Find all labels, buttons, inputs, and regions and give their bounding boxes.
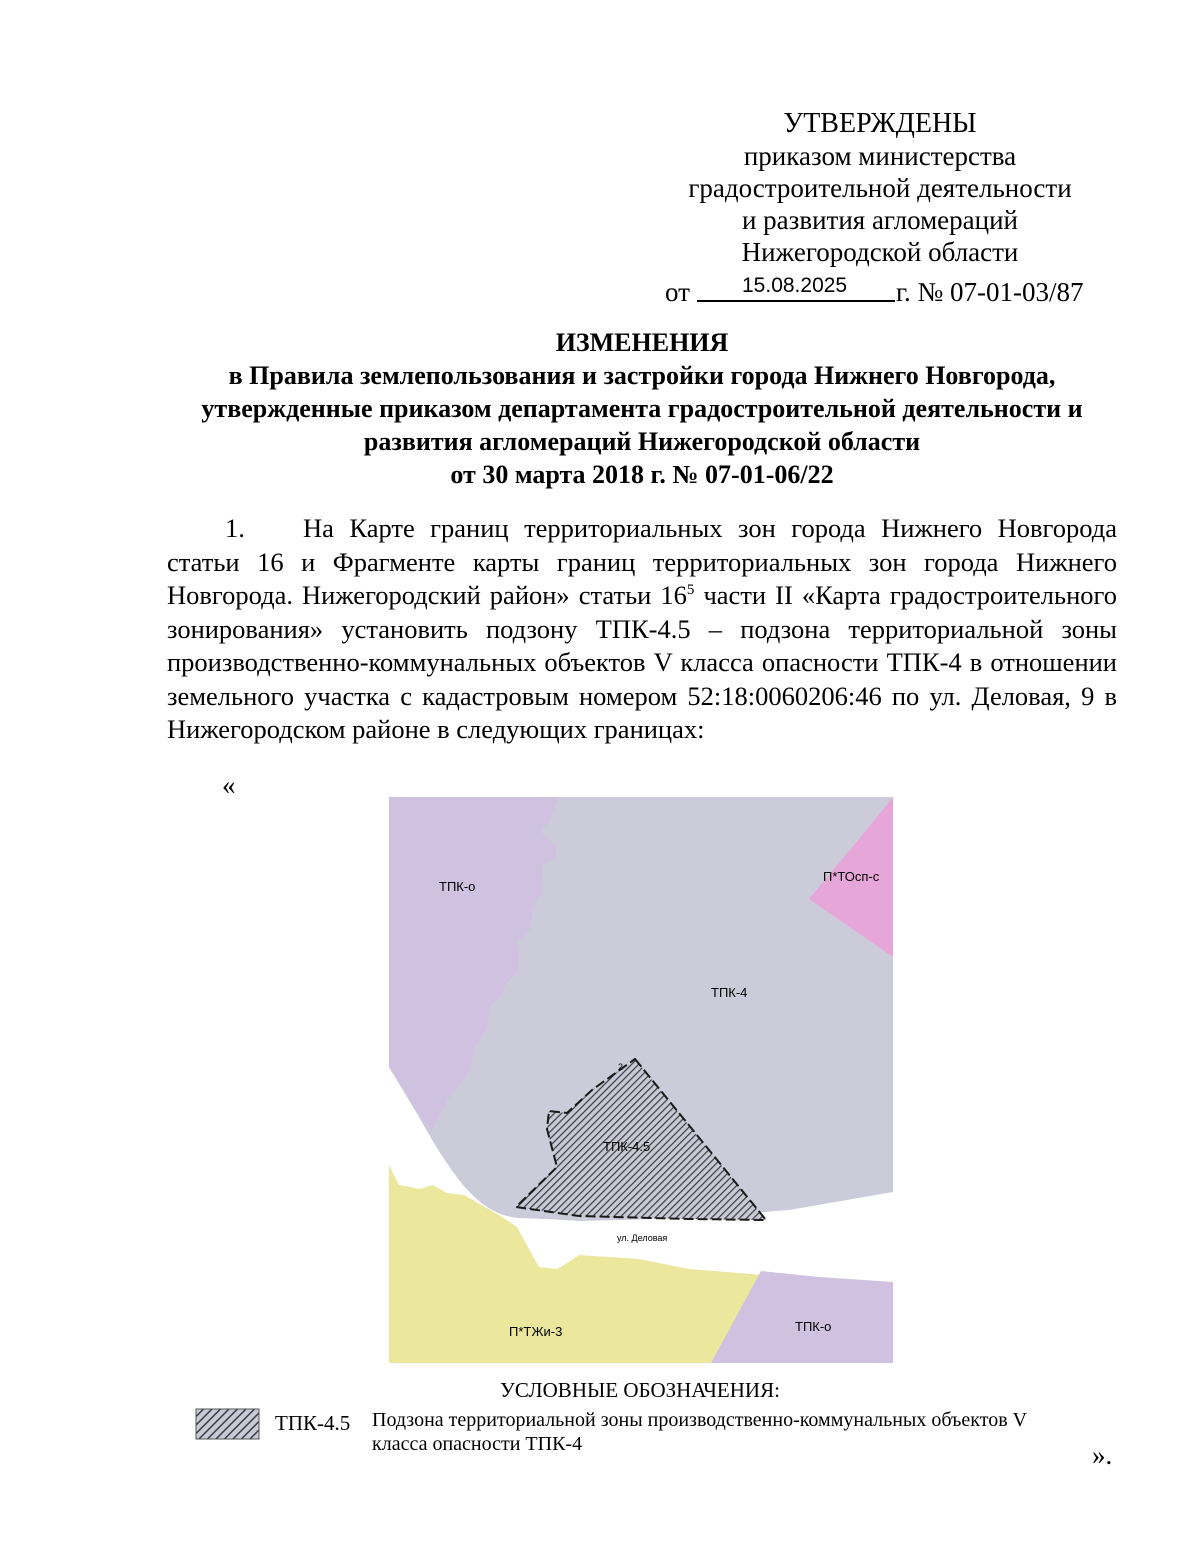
- heading-line: развития агломераций Нижегородской области: [363, 427, 921, 456]
- paragraph-text-part1: На Карте границ территориальных зон города Нижнего Новгорода статьи 16 и Фрагменте карты границ территориальных зон города Нижнего Новгорода. Нижегородский район» статьи 16: [167, 513, 1117, 610]
- superscript: 5: [686, 582, 695, 599]
- from-prefix: от: [665, 277, 690, 307]
- legend-title: УСЛОВНЫЕ ОБОЗНАЧЕНИЯ:: [500, 1378, 780, 1402]
- approval-line: Нижегородской области: [741, 237, 1019, 267]
- close-quote: ».: [1092, 1440, 1113, 1470]
- approval-block: [640, 108, 1120, 310]
- label-tpk-o-top: ТПК-о: [439, 879, 476, 894]
- legend-hatch-swatch: [195, 1408, 260, 1440]
- label-tpk-4-5: ТПК-4.5: [603, 1139, 651, 1154]
- paragraph-text-part2: части II «Карта градостроительного зонирования» установить подзону ТПК-4.5 – подзона территориальной зоны производственно-коммунальных объектов V класса опасности ТПК-4 в отношении земельного участка с кадастровым номером 52:18:0060206:46 по ул. Деловая, 9 в Нижегородском районе в следующих границах:: [167, 580, 1117, 744]
- paragraph-1: [167, 512, 1117, 747]
- label-tpk-o-bottom: ТПК-о: [795, 1319, 832, 1334]
- approval-date-line: [640, 270, 1120, 310]
- heading-line: утвержденные приказом департамента градостроительной деятельности и: [201, 394, 1083, 423]
- label-p-tosp-s: П*ТОсп-с: [823, 869, 880, 884]
- document-heading: [150, 326, 1134, 491]
- label-p-tzhi-3: П*ТЖи-3: [509, 1324, 563, 1339]
- approval-line: приказом министерства: [743, 141, 1017, 171]
- open-quote: «: [222, 770, 236, 800]
- label-point-2: 2: [618, 1062, 624, 1072]
- label-street: ул. Деловая: [617, 1233, 668, 1243]
- approval-number: г. № 07-01-03/87: [896, 277, 1084, 307]
- heading-line: в Правила землепользования и застройки города Нижнего Новгорода,: [228, 361, 1056, 390]
- legend-description: Подзона территориальной зоны производственно-коммунальных объектов V класса опасности ТПК-4: [372, 1409, 1027, 1455]
- zoning-map: [389, 797, 893, 1363]
- label-tpk-4: ТПК-4: [711, 985, 748, 1000]
- heading-title: ИЗМЕНЕНИЯ: [555, 328, 729, 357]
- approval-line: градостроительной деятельности: [688, 173, 1072, 203]
- paragraph-number: 1.: [225, 513, 245, 543]
- approval-title: УТВЕРЖДЕНЫ: [783, 108, 977, 139]
- approval-line: и развития агломераций: [741, 205, 1018, 235]
- legend-code: ТПК-4.5: [275, 1411, 351, 1435]
- heading-line: от 30 марта 2018 г. № 07-01-06/22: [450, 460, 834, 489]
- approval-date: 15.08.2025: [742, 274, 848, 297]
- zoning-map-svg: [389, 797, 893, 1363]
